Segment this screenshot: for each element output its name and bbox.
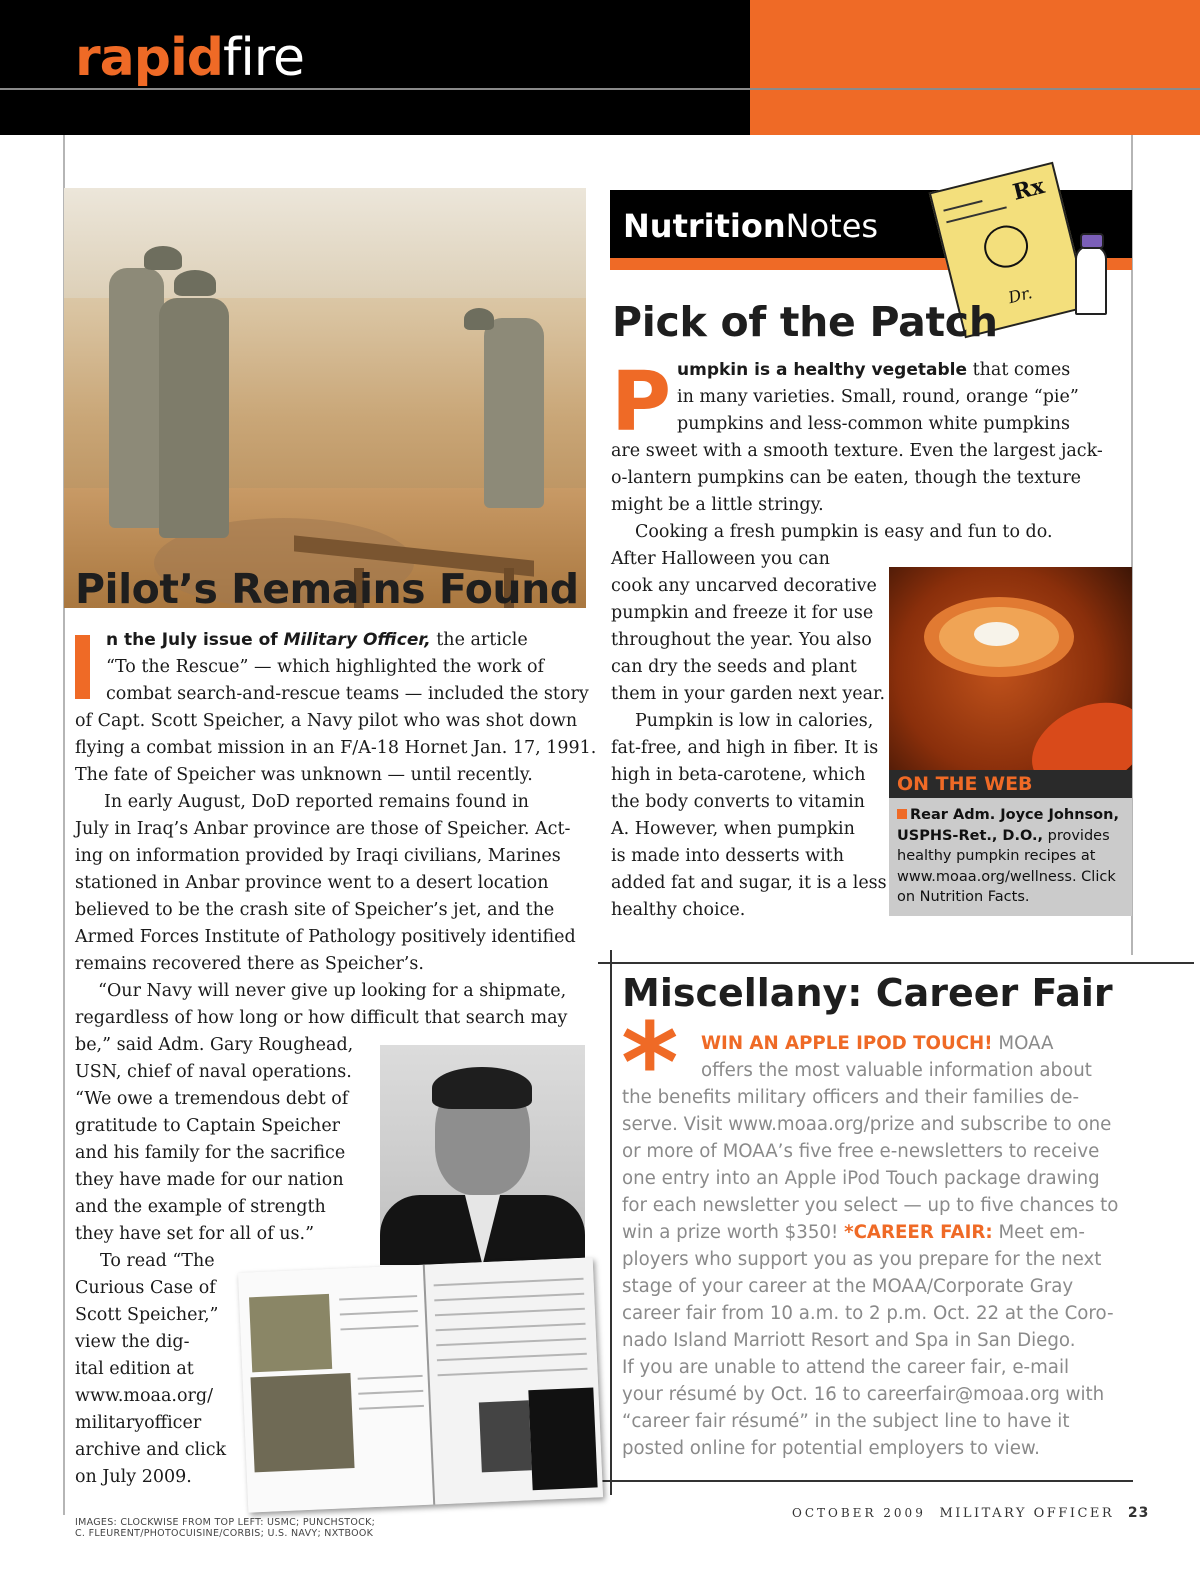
article-line: they have set for all of us.” <box>75 1224 315 1244</box>
article-line: stationed in Anbar province went to a desert location <box>75 873 549 893</box>
misc-line: the benefits military officers and their families de- <box>622 1087 1080 1108</box>
article-line: “Our Navy will never give up looking for a shipmate, <box>98 981 567 1001</box>
article-line: and his family for the sacrifice <box>75 1143 346 1163</box>
nutrition-line: pumpkins and less-common white pumpkins <box>677 414 1070 434</box>
on-the-web-text: Rear Adm. Joyce Johnson, USPHS-Ret., D.O., provides healthy pumpkin recipes at www.moaa.org/wellness. Click on Nutrition Facts. <box>897 807 1119 905</box>
nutrition-line: o-lantern pumpkins can be eaten, though the texture <box>611 468 1082 488</box>
on-the-web-title: ON THE WEB <box>897 773 1033 795</box>
miscellany-headline: Miscellany: Career Fair <box>622 971 1113 1015</box>
article-line: on July 2009. <box>75 1467 192 1487</box>
page-number: 23 <box>1127 1505 1150 1521</box>
header-rule <box>0 88 1200 90</box>
speicher-portrait-photo <box>380 1045 585 1265</box>
misc-line: or more of MOAA’s five free e-newsletters to receive <box>622 1141 1100 1162</box>
article-line: they have made for our nation <box>75 1170 344 1190</box>
article-line: Armed Forces Institute of Pathology positively identified <box>75 927 576 947</box>
article-line: USN, chief of naval operations. <box>75 1062 352 1082</box>
article-line: Scott Speicher,” <box>75 1305 219 1325</box>
nutrition-lead-line: umpkin is a healthy vegetable that comes <box>677 360 1071 380</box>
misc-bottom-rule <box>598 1480 1133 1482</box>
misc-line: If you are unable to attend the career fair, e-mail <box>622 1357 1070 1378</box>
dropcap-p: P <box>611 355 672 450</box>
prescription-note-illustration: Rx Dr. <box>929 162 1089 339</box>
nutrition-line: them in your garden next year. <box>611 684 886 704</box>
nutrition-line: Cooking a fresh pumpkin is easy and fun to do. <box>635 522 1053 542</box>
article-line: gratitude to Captain Speicher <box>75 1116 341 1136</box>
misc-line: “career fair résumé” in the subject line to have it <box>622 1411 1070 1432</box>
nutrition-notes-title: NutritionNotes <box>623 207 879 245</box>
header-orange-band <box>750 0 1200 135</box>
nutrition-line: in many varieties. Small, round, orange “pie” <box>677 387 1079 407</box>
misc-line: one entry into an Apple iPod Touch package drawing <box>622 1168 1100 1189</box>
nutrition-line: healthy choice. <box>611 900 746 920</box>
nutrition-line: can dry the seeds and plant <box>611 657 857 677</box>
nutrition-line: might be a little stringy. <box>611 495 824 515</box>
section-title: rapidfire <box>75 28 304 88</box>
article-line: of Capt. Scott Speicher, a Navy pilot who was shot down <box>75 711 578 731</box>
misc-line: offers the most valuable information about <box>701 1060 1092 1081</box>
article-line: “We owe a tremendous debt of <box>75 1089 349 1109</box>
nutrition-line: fat-free, and high in fiber. It is <box>611 738 879 758</box>
article-line: militaryofficer <box>75 1413 202 1433</box>
article-line: regardless of how long or how difficult that search may <box>75 1008 568 1028</box>
article-lead-line: n the July issue of Military Officer, the article <box>106 630 528 650</box>
article-line: flying a combat mission in an F/A-18 Hornet Jan. 17, 1991. <box>75 738 597 758</box>
article-line: Curious Case of <box>75 1278 216 1298</box>
article-line: ital edition at <box>75 1359 194 1379</box>
nutrition-line: After Halloween you can <box>611 549 830 569</box>
asterisk-icon: * <box>621 999 679 1127</box>
misc-line: your résumé by Oct. 16 to careerfair@moaa.org with <box>622 1384 1105 1405</box>
nutrition-line: cook any uncarved decorative <box>611 576 877 596</box>
misc-line: for each newsletter you select — up to five chances to <box>622 1195 1119 1216</box>
apple-icon <box>980 221 1033 272</box>
wellness-link[interactable]: www.moaa.org/wellness. Click <box>897 868 1116 885</box>
magazine-spread-image <box>238 1257 603 1512</box>
misc-line: nado Island Marriott Resort and Spa in San Diego. <box>622 1330 1076 1351</box>
misc-line: career fair from 10 a.m. to 2 p.m. Oct. 22 at the Coro- <box>622 1303 1114 1324</box>
nutrition-line: the body converts to vitamin <box>611 792 865 812</box>
misc-left-rule <box>610 950 612 1495</box>
article-line: www.moaa.org/ <box>75 1386 213 1406</box>
article-line: and the example of strength <box>75 1197 326 1217</box>
nutrition-line: are sweet with a smooth texture. Even the largest jack- <box>611 441 1103 461</box>
article-line: believed to be the crash site of Speicher’s jet, and the <box>75 900 555 920</box>
nutrition-line: Pumpkin is low in calories, <box>635 711 874 731</box>
article-line: To read “The <box>100 1251 215 1271</box>
pilot-headline: Pilot’s Remains Found <box>75 565 579 613</box>
nutrition-line: is made into desserts with <box>611 846 844 866</box>
article-line: archive and click <box>75 1440 227 1460</box>
misc-line: win a prize worth $350! *CAREER FAIR: Meet em- <box>622 1222 1085 1243</box>
article-line: remains recovered there as Speicher’s. <box>75 954 424 974</box>
page-footer: OCTOBER 2009 MILITARY OFFICER 23 <box>792 1505 1150 1521</box>
article-line: In early August, DoD reported remains found in <box>104 792 529 812</box>
image-credit: IMAGES: CLOCKWISE FROM TOP LEFT: USMC; PUNCHSTOCK; C. FLEURENT/PHOTOCUISINE/CORBIS; U.S. NAVY; NXTBOOK <box>75 1517 376 1539</box>
article-line: combat search-and-rescue teams — included the story <box>106 684 589 704</box>
nutrition-line: pumpkin and freeze it for use <box>611 603 874 623</box>
misc-top-rule <box>598 962 1194 964</box>
nutrition-line: high in beta-carotene, which <box>611 765 866 785</box>
article-line: The fate of Speicher was unknown — until recently. <box>75 765 533 785</box>
misc-line: serve. Visit www.moaa.org/prize and subscribe to one <box>622 1114 1112 1135</box>
misc-line: stage of your career at the MOAA/Corporate Gray <box>622 1276 1074 1297</box>
article-line: July in Iraq’s Anbar province are those of Speicher. Act- <box>75 819 571 839</box>
article-line: “To the Rescue” — which highlighted the work of <box>106 657 545 677</box>
bullet-square-icon <box>897 809 907 819</box>
article-line: ing on information provided by Iraqi civilians, Marines <box>75 846 561 866</box>
pumpkin-soup-photo <box>889 567 1132 797</box>
nutrition-line: A. However, when pumpkin <box>611 819 855 839</box>
misc-line: posted online for potential employers to view. <box>622 1438 1040 1459</box>
nutrition-line: throughout the year. You also <box>611 630 872 650</box>
doctor-figure-icon <box>1075 245 1107 315</box>
pick-of-patch-headline: Pick of the Patch <box>612 298 998 346</box>
nutrition-line: added fat and sugar, it is a less <box>611 873 887 893</box>
article-line: be,” said Adm. Gary Roughead, <box>75 1035 354 1055</box>
misc-line: WIN AN APPLE IPOD TOUCH! MOAA <box>701 1033 1054 1054</box>
article-line: view the dig- <box>75 1332 190 1352</box>
misc-line: ployers who support you as you prepare for the next <box>622 1249 1102 1270</box>
soldiers-desert-photo <box>64 188 586 608</box>
dropcap-i <box>75 635 90 699</box>
